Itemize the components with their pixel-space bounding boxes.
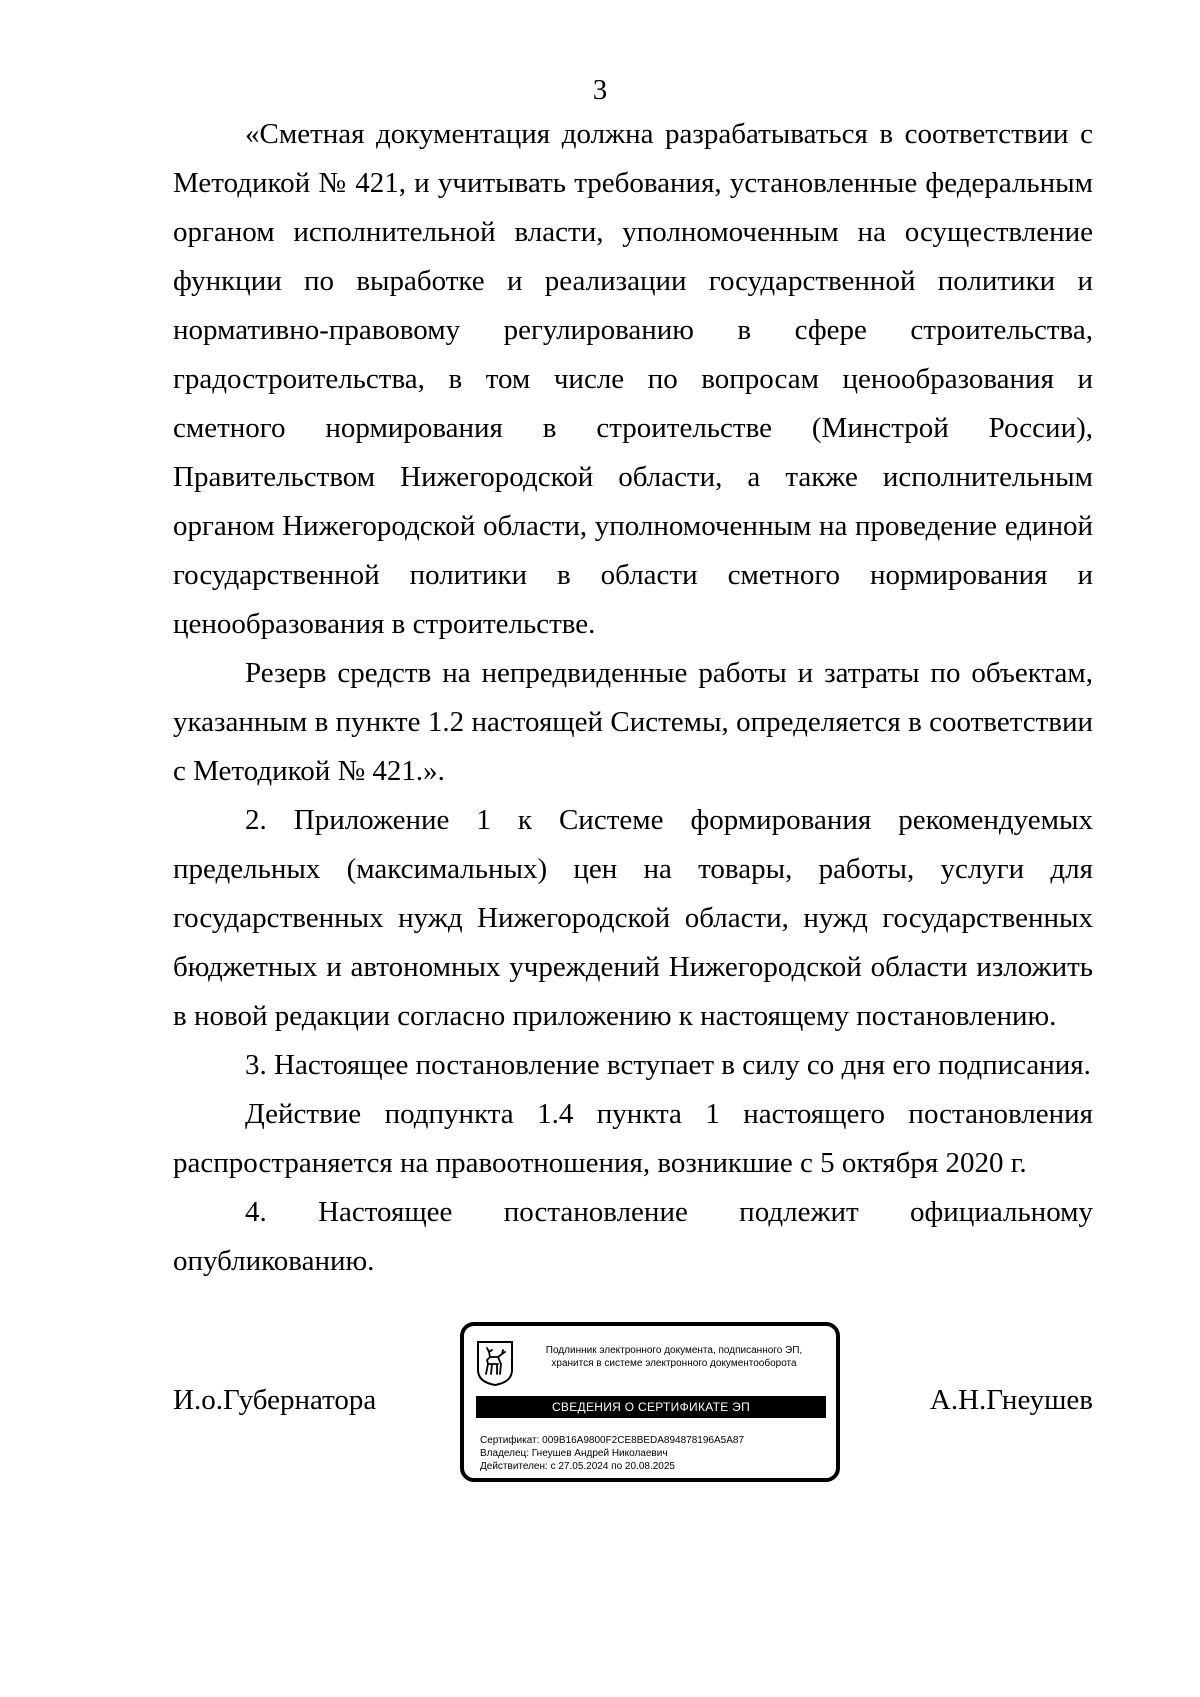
certificate-owner: Владелец: Гнеушев Андрей Николаевич [480,1448,668,1459]
paragraph-item-2: 2. Приложение 1 к Системе формирования рекомендуемых предельных (максимальных) цен на товары, работы, услуги для государственных нужд Нижегородской области, нужд государственных бюджетных и автономных учреждений Нижегородской области изложить в новой редакции согласно приложению к настоящему постановлению. [173,804,1093,1032]
signer-title: И.о.Губернатора [173,1384,377,1416]
signature-block [173,1322,1093,1492]
certificate-validity: Действителен: с 27.05.2024 по 20.08.2025 [480,1461,675,1472]
paragraph-item-3: 3. Настоящее постановление вступает в силу со дня его подписания. [245,1049,1091,1081]
certificate-number: Сертификат: 009B16A9800F2CE8BEDA894878196A5A87 [480,1435,745,1446]
stamp-note: Подлинник электронного документа, подписанного ЭП, хранится в системе электронного документооборота [545,1345,803,1369]
stamp-heading: СВЕДЕНИЯ О СЕРТИФИКАТЕ ЭП [476,1396,826,1418]
page-number: 3 [592,74,608,106]
paragraph-item-4: 4. Настоящее постановление подлежит официальному опубликованию. [173,1196,1093,1277]
paragraph-reserve-funds: Резерв средств на непредвиденные работы и затраты по объектам, указанным в пункте 1.2 настоящей Системы, определяется в соответствии с Методикой № 421.». [173,657,1093,787]
document-body [173,110,1093,1286]
deer-emblem-icon [476,1340,514,1386]
signer-name: А.Н.Гнеушев [929,1384,1093,1416]
certificate-details [480,1434,744,1473]
paragraph-effect: Действие подпункта 1.4 пункта 1 настоящего постановления распространяется на правоотношения, возникшие с 5 октября 2020 г. [173,1098,1093,1179]
paragraph-estimate-documentation: «Сметная документация должна разрабатываться в соответствии с Методикой № 421, и учитывать требования, установленные федеральным органом исполнительной власти, уполномоченным на осуществление функции по выработке и реализации государственной политики и нормативно-правовому регулированию в сфере строительства, градостроительства, в том числе по вопросам ценообразования и сметного нормирования в строительстве (Минстрой России), Правительством Нижегородской области, а также исполнительным органом Нижегородской области, уполномоченным на проведение единой государственной политики в области сметного нормирования и ценообразования в строительстве. [173,118,1093,640]
electronic-signature-stamp [460,1322,840,1482]
